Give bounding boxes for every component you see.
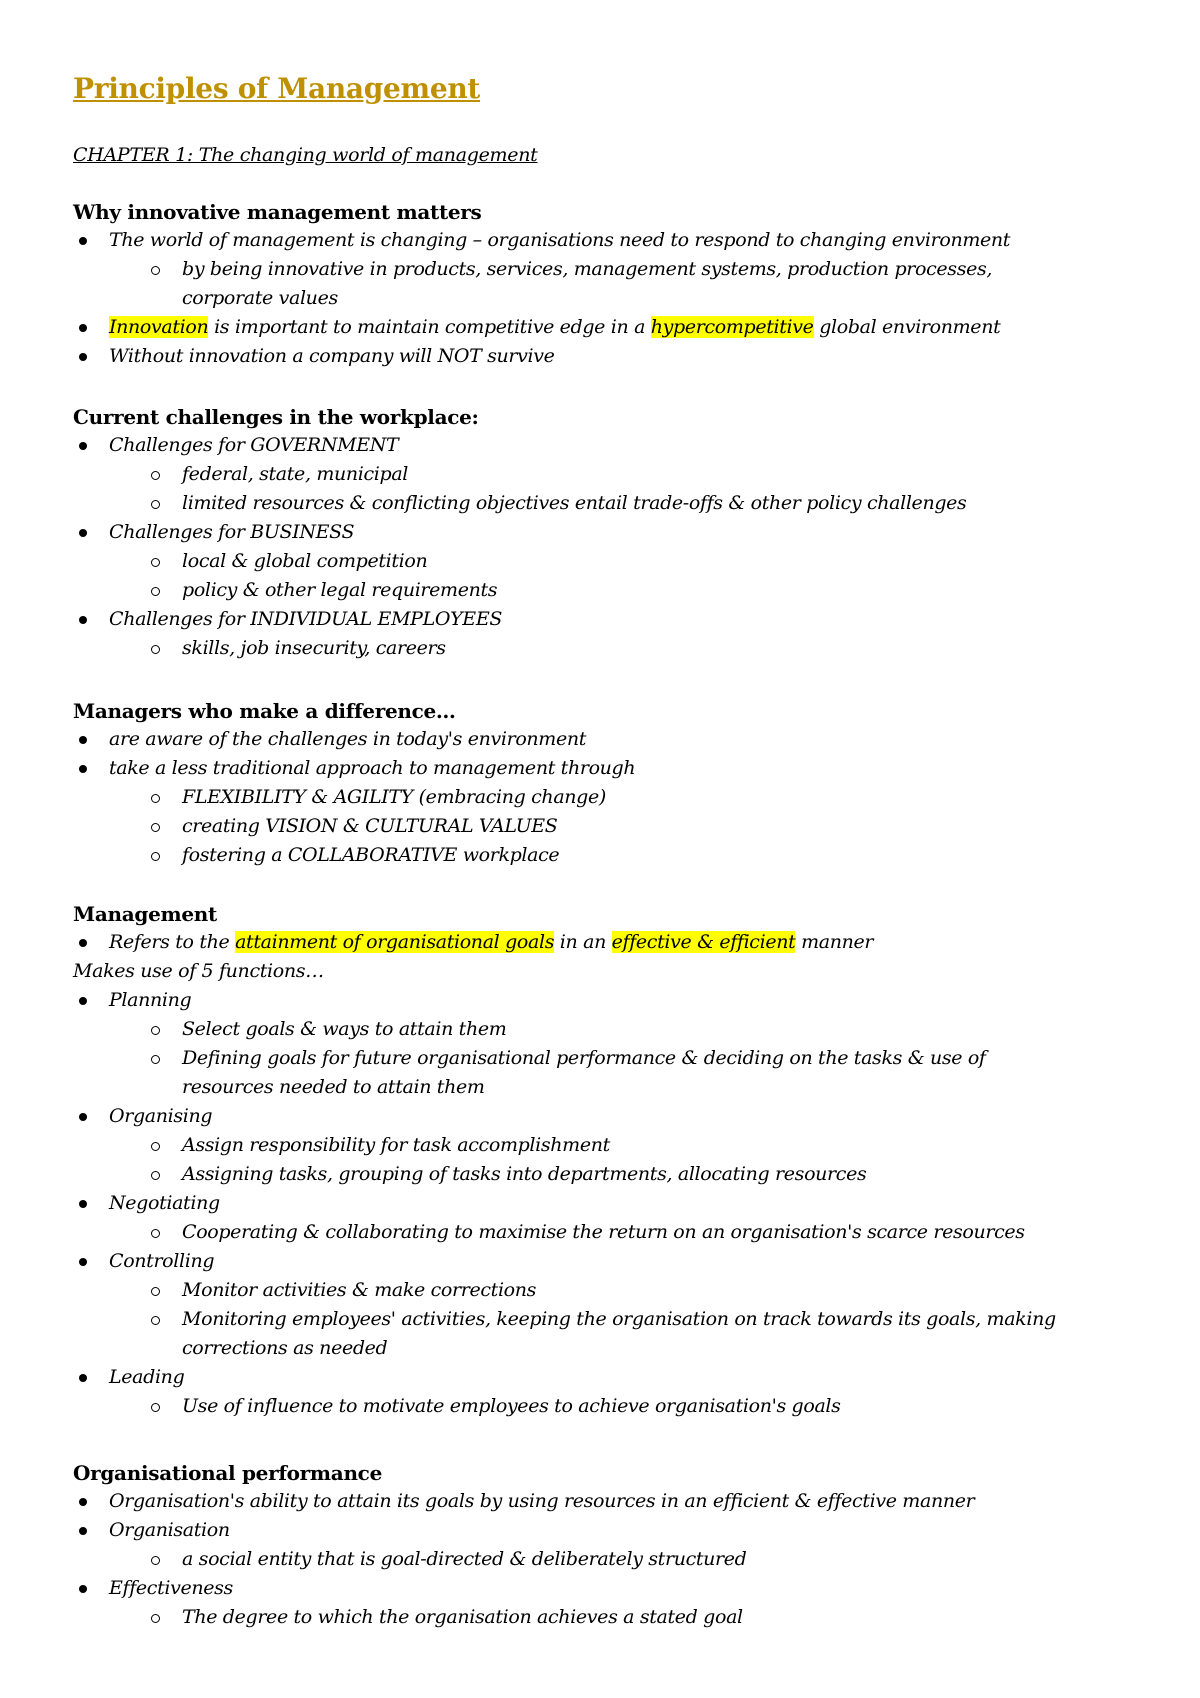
bullet-icon: [79, 997, 87, 1005]
bullet-icon: [79, 1585, 87, 1593]
list-item: Challenges for INDIVIDUAL EMPLOYEES: [73, 605, 1173, 634]
list-item: Controlling: [73, 1247, 1173, 1276]
bullet-icon: [79, 1113, 87, 1121]
list-subitem: by being innovative in products, services, management systems, production processes,: [73, 255, 1173, 284]
bullet-icon: [79, 353, 87, 361]
list-subitem: Select goals & ways to attain them: [73, 1015, 1173, 1044]
list-subitem: local & global competition: [73, 547, 1173, 576]
list-item: Challenges for GOVERNMENT: [73, 431, 1173, 460]
list-subitem-continued: corrections as needed: [182, 1337, 388, 1359]
highlighted-text: effective & efficient: [611, 931, 796, 953]
section-current-challenges: [73, 403, 1173, 663]
list-subitem: skills, job insecurity, careers: [73, 634, 1173, 663]
circle-bullet-icon: [151, 1403, 160, 1412]
circle-bullet-icon: [151, 500, 160, 509]
circle-bullet-icon: [151, 794, 160, 803]
section-organisational-performance: [73, 1459, 1173, 1632]
list-item: Planning: [73, 986, 1173, 1015]
list-item: Organisation: [73, 1516, 1173, 1545]
list-subitem: The degree to which the organisation achieves a stated goal: [73, 1603, 1173, 1632]
circle-bullet-icon: [151, 1556, 160, 1565]
chapter-heading: CHAPTER 1: The changing world of management: [73, 144, 538, 166]
section-management: [73, 900, 1173, 1421]
bullet-icon: [79, 736, 87, 744]
list-item: Without innovation a company will NOT survive: [73, 342, 1173, 371]
circle-bullet-icon: [151, 823, 160, 832]
circle-bullet-icon: [151, 1142, 160, 1151]
section-heading: Organisational performance: [73, 1461, 382, 1485]
highlighted-text: attainment of organisational goals: [235, 931, 555, 953]
list-item: Challenges for BUSINESS: [73, 518, 1173, 547]
circle-bullet-icon: [151, 1316, 160, 1325]
bullet-icon: [79, 1200, 87, 1208]
list-subitem: federal, state, municipal: [73, 460, 1173, 489]
list-item: Effectiveness: [73, 1574, 1173, 1603]
list-subitem: Assigning tasks, grouping of tasks into departments, allocating resources: [73, 1160, 1173, 1189]
section-heading: Managers who make a difference…: [73, 699, 456, 723]
list-subitem: Cooperating & collaborating to maximise the return on an organisation's scarce resources: [73, 1218, 1173, 1247]
list-subitem: fostering a COLLABORATIVE workplace: [73, 841, 1173, 870]
bullet-icon: [79, 324, 87, 332]
section-heading: Management: [73, 902, 217, 926]
list-item: The world of management is changing – organisations need to respond to changing environment: [73, 226, 1173, 255]
paragraph-line: Makes use of 5 functions…: [73, 960, 324, 982]
bullet-icon: [79, 442, 87, 450]
bullet-icon: [79, 1498, 87, 1506]
list-subitem-continued: resources needed to attain them: [182, 1076, 485, 1098]
list-item: Negotiating: [73, 1189, 1173, 1218]
circle-bullet-icon: [151, 1287, 160, 1296]
section-heading: Current challenges in the workplace:: [73, 405, 479, 429]
list-item: are aware of the challenges in today's environment: [73, 725, 1173, 754]
page-title: Principles of Management: [73, 72, 481, 105]
section-managers-difference: [73, 697, 1173, 870]
section-why-innovative: [73, 198, 1173, 371]
list-subitem: creating VISION & CULTURAL VALUES: [73, 812, 1173, 841]
bullet-icon: [79, 765, 87, 773]
circle-bullet-icon: [151, 1229, 160, 1238]
highlighted-text: Innovation: [109, 316, 209, 338]
list-subitem: Assign responsibility for task accomplishment: [73, 1131, 1173, 1160]
list-subitem: FLEXIBILITY & AGILITY (embracing change): [73, 783, 1173, 812]
circle-bullet-icon: [151, 1171, 160, 1180]
circle-bullet-icon: [151, 1055, 160, 1064]
list-subitem: Use of influence to motivate employees to achieve organisation's goals: [73, 1392, 1173, 1421]
bullet-icon: [79, 1374, 87, 1382]
bullet-icon: [79, 529, 87, 537]
circle-bullet-icon: [151, 852, 160, 861]
circle-bullet-icon: [151, 1026, 160, 1035]
circle-bullet-icon: [151, 558, 160, 567]
list-item: Organisation's ability to attain its goals by using resources in an efficient & effective manner: [73, 1487, 1173, 1516]
section-heading: Why innovative management matters: [73, 200, 482, 224]
list-item: Organising: [73, 1102, 1173, 1131]
circle-bullet-icon: [151, 645, 160, 654]
highlighted-text: hypercompetitive: [650, 316, 814, 338]
list-item: Innovation is important to maintain competitive edge in a hypercompetitive global environment: [73, 313, 1173, 342]
bullet-icon: [79, 237, 87, 245]
list-subitem: Defining goals for future organisational performance & deciding on the tasks & use of: [73, 1044, 1173, 1073]
bullet-icon: [79, 939, 87, 947]
bullet-icon: [79, 1527, 87, 1535]
list-subitem: a social entity that is goal-directed & deliberately structured: [73, 1545, 1173, 1574]
bullet-icon: [79, 616, 87, 624]
circle-bullet-icon: [151, 587, 160, 596]
list-subitem: limited resources & conflicting objectives entail trade-offs & other policy challenges: [73, 489, 1173, 518]
list-subitem-continued: corporate values: [182, 287, 338, 309]
bullet-icon: [79, 1258, 87, 1266]
list-item: Refers to the attainment of organisational goals in an effective & efficient manner: [73, 928, 1173, 957]
circle-bullet-icon: [151, 1614, 160, 1623]
circle-bullet-icon: [151, 266, 160, 275]
list-item: Leading: [73, 1363, 1173, 1392]
list-subitem: policy & other legal requirements: [73, 576, 1173, 605]
circle-bullet-icon: [151, 471, 160, 480]
list-subitem: Monitor activities & make corrections: [73, 1276, 1173, 1305]
list-subitem: Monitoring employees' activities, keeping the organisation on track towards its goals, making: [73, 1305, 1173, 1334]
list-item: take a less traditional approach to management through: [73, 754, 1173, 783]
